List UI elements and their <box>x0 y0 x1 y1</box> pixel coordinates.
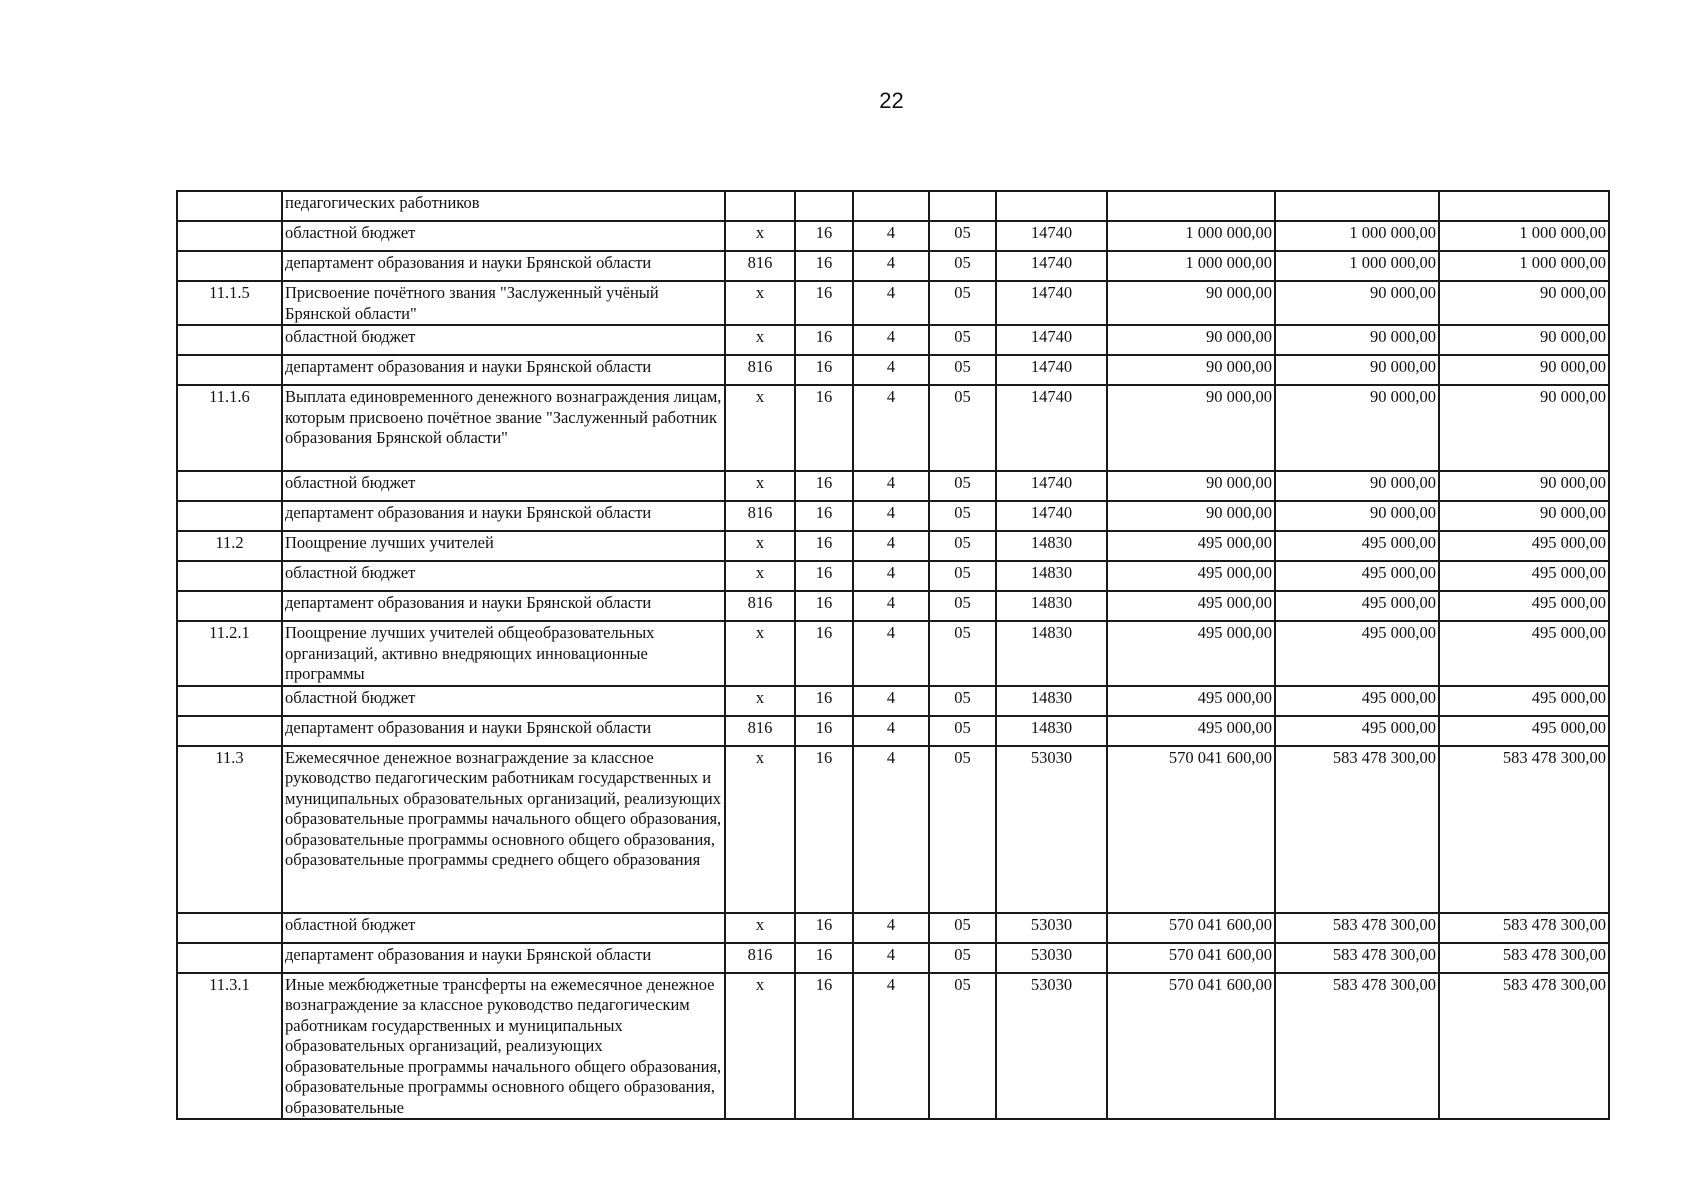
direction-code: 14740 <box>996 355 1107 385</box>
row-number <box>177 355 282 385</box>
amount-year-2: 583 478 300,00 <box>1275 746 1439 913</box>
amount-year-3: 1 000 000,00 <box>1439 251 1609 281</box>
row-name: департамент образования и науки Брянской области <box>282 591 725 621</box>
amount-year-3: 90 000,00 <box>1439 385 1609 471</box>
amount-year-2: 90 000,00 <box>1275 281 1439 325</box>
amount-year-1: 570 041 600,00 <box>1107 913 1275 943</box>
table-row <box>177 591 1609 621</box>
subprogram-code: 05 <box>929 385 996 471</box>
section-code: 16 <box>795 281 853 325</box>
amount-year-1: 495 000,00 <box>1107 686 1275 716</box>
program-code: 4 <box>853 385 929 471</box>
section-code: 16 <box>795 221 853 251</box>
row-number: 11.1.5 <box>177 281 282 325</box>
row-number <box>177 686 282 716</box>
program-code: 4 <box>853 501 929 531</box>
row-name: Ежемесячное денежное вознаграждение за классное руководство педагогическим работникам государственных и муниципальных образовательных организаций, реализующих образовательные программы начального общего образования, образовательные программы основного общего образования, образовательные программы среднего общего образования <box>282 746 725 913</box>
section-code <box>795 191 853 221</box>
program-code: 4 <box>853 686 929 716</box>
section-code: 16 <box>795 561 853 591</box>
amount-year-1: 495 000,00 <box>1107 621 1275 686</box>
subprogram-code: 05 <box>929 621 996 686</box>
amount-year-1: 495 000,00 <box>1107 531 1275 561</box>
direction-code: 14740 <box>996 281 1107 325</box>
amount-year-1: 1 000 000,00 <box>1107 221 1275 251</box>
row-name: Присвоение почётного звания "Заслуженный учёный Брянской области" <box>282 281 725 325</box>
row-number: 11.2 <box>177 531 282 561</box>
amount-year-3: 90 000,00 <box>1439 325 1609 355</box>
row-name: Поощрение лучших учителей <box>282 531 725 561</box>
amount-year-3: 90 000,00 <box>1439 281 1609 325</box>
section-code: 16 <box>795 591 853 621</box>
amount-year-2: 1 000 000,00 <box>1275 221 1439 251</box>
section-code: 16 <box>795 251 853 281</box>
table-row <box>177 943 1609 973</box>
table-row <box>177 355 1609 385</box>
table-row <box>177 191 1609 221</box>
row-number <box>177 591 282 621</box>
direction-code: 14830 <box>996 561 1107 591</box>
direction-code: 14830 <box>996 531 1107 561</box>
program-code: 4 <box>853 251 929 281</box>
admin-code: х <box>725 621 795 686</box>
amount-year-3: 583 478 300,00 <box>1439 913 1609 943</box>
amount-year-3: 495 000,00 <box>1439 716 1609 746</box>
row-number <box>177 501 282 531</box>
amount-year-1: 495 000,00 <box>1107 561 1275 591</box>
direction-code: 14740 <box>996 385 1107 471</box>
direction-code: 14830 <box>996 716 1107 746</box>
table-row <box>177 251 1609 281</box>
row-name: Иные межбюджетные трансферты на ежемесячное денежное вознаграждение за классное руководство педагогическим работникам государственных и муниципальных образовательных организаций, реализующих образовательные программы начального общего образования, образовательные программы основного общего образования, образовательные <box>282 973 725 1120</box>
direction-code: 14740 <box>996 221 1107 251</box>
subprogram-code: 05 <box>929 221 996 251</box>
section-code: 16 <box>795 746 853 913</box>
amount-year-2: 495 000,00 <box>1275 716 1439 746</box>
admin-code: 816 <box>725 591 795 621</box>
row-number <box>177 716 282 746</box>
direction-code: 14740 <box>996 501 1107 531</box>
row-number <box>177 943 282 973</box>
budget-table <box>176 190 1610 1120</box>
amount-year-1: 90 000,00 <box>1107 501 1275 531</box>
subprogram-code: 05 <box>929 281 996 325</box>
amount-year-1: 495 000,00 <box>1107 591 1275 621</box>
row-number: 11.3.1 <box>177 973 282 1120</box>
amount-year-1: 570 041 600,00 <box>1107 746 1275 913</box>
table-row <box>177 973 1609 1120</box>
section-code: 16 <box>795 385 853 471</box>
row-number <box>177 561 282 591</box>
row-name: областной бюджет <box>282 221 725 251</box>
row-number: 11.1.6 <box>177 385 282 471</box>
amount-year-2: 583 478 300,00 <box>1275 943 1439 973</box>
program-code: 4 <box>853 591 929 621</box>
direction-code: 14830 <box>996 621 1107 686</box>
amount-year-3: 495 000,00 <box>1439 621 1609 686</box>
program-code: 4 <box>853 913 929 943</box>
section-code: 16 <box>795 531 853 561</box>
row-number: 11.2.1 <box>177 621 282 686</box>
row-name: педагогических работников <box>282 191 725 221</box>
row-name: областной бюджет <box>282 913 725 943</box>
program-code: 4 <box>853 531 929 561</box>
admin-code: 816 <box>725 943 795 973</box>
amount-year-2: 90 000,00 <box>1275 471 1439 501</box>
subprogram-code: 05 <box>929 716 996 746</box>
section-code: 16 <box>795 716 853 746</box>
amount-year-3: 90 000,00 <box>1439 471 1609 501</box>
table-row <box>177 561 1609 591</box>
row-name: Выплата единовременного денежного вознаграждения лицам, которым присвоено почётное звание "Заслуженный работник образования Брянской области" <box>282 385 725 471</box>
amount-year-3: 495 000,00 <box>1439 591 1609 621</box>
amount-year-2: 90 000,00 <box>1275 325 1439 355</box>
amount-year-3 <box>1439 191 1609 221</box>
section-code: 16 <box>795 325 853 355</box>
amount-year-2: 495 000,00 <box>1275 621 1439 686</box>
admin-code: х <box>725 746 795 913</box>
subprogram-code <box>929 191 996 221</box>
amount-year-3: 1 000 000,00 <box>1439 221 1609 251</box>
amount-year-2 <box>1275 191 1439 221</box>
amount-year-1: 90 000,00 <box>1107 325 1275 355</box>
program-code: 4 <box>853 355 929 385</box>
admin-code: 816 <box>725 355 795 385</box>
subprogram-code: 05 <box>929 746 996 913</box>
table-row <box>177 621 1609 686</box>
row-name: департамент образования и науки Брянской области <box>282 501 725 531</box>
row-name: областной бюджет <box>282 325 725 355</box>
admin-code: х <box>725 531 795 561</box>
direction-code <box>996 191 1107 221</box>
table-row <box>177 686 1609 716</box>
row-name: Поощрение лучших учителей общеобразовательных организаций, активно внедряющих инновационные программы <box>282 621 725 686</box>
amount-year-2: 495 000,00 <box>1275 591 1439 621</box>
section-code: 16 <box>795 501 853 531</box>
amount-year-3: 90 000,00 <box>1439 501 1609 531</box>
table-row <box>177 471 1609 501</box>
row-name: областной бюджет <box>282 471 725 501</box>
amount-year-3: 495 000,00 <box>1439 561 1609 591</box>
row-number <box>177 251 282 281</box>
table-row <box>177 746 1609 913</box>
program-code: 4 <box>853 281 929 325</box>
subprogram-code: 05 <box>929 591 996 621</box>
direction-code: 53030 <box>996 746 1107 913</box>
direction-code: 14830 <box>996 686 1107 716</box>
admin-code: х <box>725 913 795 943</box>
subprogram-code: 05 <box>929 325 996 355</box>
amount-year-3: 583 478 300,00 <box>1439 973 1609 1120</box>
row-number <box>177 191 282 221</box>
subprogram-code: 05 <box>929 471 996 501</box>
table-row <box>177 913 1609 943</box>
admin-code: х <box>725 325 795 355</box>
admin-code: х <box>725 221 795 251</box>
admin-code: х <box>725 686 795 716</box>
row-number <box>177 221 282 251</box>
row-number <box>177 471 282 501</box>
amount-year-1: 90 000,00 <box>1107 355 1275 385</box>
program-code: 4 <box>853 325 929 355</box>
program-code: 4 <box>853 221 929 251</box>
amount-year-2: 90 000,00 <box>1275 385 1439 471</box>
admin-code: х <box>725 973 795 1120</box>
admin-code: 816 <box>725 251 795 281</box>
amount-year-2: 1 000 000,00 <box>1275 251 1439 281</box>
amount-year-1: 495 000,00 <box>1107 716 1275 746</box>
table-row <box>177 325 1609 355</box>
row-name: департамент образования и науки Брянской области <box>282 355 725 385</box>
table-row <box>177 385 1609 471</box>
amount-year-3: 583 478 300,00 <box>1439 746 1609 913</box>
direction-code: 14740 <box>996 251 1107 281</box>
amount-year-2: 90 000,00 <box>1275 501 1439 531</box>
subprogram-code: 05 <box>929 561 996 591</box>
admin-code <box>725 191 795 221</box>
row-name: департамент образования и науки Брянской области <box>282 943 725 973</box>
amount-year-1: 570 041 600,00 <box>1107 943 1275 973</box>
amount-year-1 <box>1107 191 1275 221</box>
program-code: 4 <box>853 471 929 501</box>
amount-year-2: 90 000,00 <box>1275 355 1439 385</box>
row-name: департамент образования и науки Брянской области <box>282 251 725 281</box>
program-code: 4 <box>853 943 929 973</box>
section-code: 16 <box>795 686 853 716</box>
table-row <box>177 716 1609 746</box>
direction-code: 14740 <box>996 325 1107 355</box>
section-code: 16 <box>795 355 853 385</box>
admin-code: х <box>725 561 795 591</box>
program-code: 4 <box>853 973 929 1120</box>
amount-year-1: 90 000,00 <box>1107 471 1275 501</box>
section-code: 16 <box>795 471 853 501</box>
amount-year-1: 90 000,00 <box>1107 281 1275 325</box>
amount-year-1: 570 041 600,00 <box>1107 973 1275 1120</box>
row-name: департамент образования и науки Брянской области <box>282 716 725 746</box>
amount-year-2: 495 000,00 <box>1275 561 1439 591</box>
admin-code: х <box>725 471 795 501</box>
subprogram-code: 05 <box>929 973 996 1120</box>
row-number <box>177 325 282 355</box>
amount-year-3: 583 478 300,00 <box>1439 943 1609 973</box>
table-row <box>177 501 1609 531</box>
subprogram-code: 05 <box>929 686 996 716</box>
amount-year-1: 1 000 000,00 <box>1107 251 1275 281</box>
table-row <box>177 531 1609 561</box>
program-code <box>853 191 929 221</box>
row-number: 11.3 <box>177 746 282 913</box>
subprogram-code: 05 <box>929 913 996 943</box>
amount-year-2: 495 000,00 <box>1275 686 1439 716</box>
program-code: 4 <box>853 621 929 686</box>
section-code: 16 <box>795 621 853 686</box>
row-number <box>177 913 282 943</box>
direction-code: 53030 <box>996 973 1107 1120</box>
section-code: 16 <box>795 973 853 1120</box>
row-name: областной бюджет <box>282 686 725 716</box>
program-code: 4 <box>853 561 929 591</box>
subprogram-code: 05 <box>929 355 996 385</box>
admin-code: х <box>725 385 795 471</box>
subprogram-code: 05 <box>929 251 996 281</box>
amount-year-2: 495 000,00 <box>1275 531 1439 561</box>
amount-year-2: 583 478 300,00 <box>1275 913 1439 943</box>
row-name: областной бюджет <box>282 561 725 591</box>
program-code: 4 <box>853 746 929 913</box>
admin-code: х <box>725 281 795 325</box>
direction-code: 14830 <box>996 591 1107 621</box>
subprogram-code: 05 <box>929 501 996 531</box>
page-number: 22 <box>879 88 904 113</box>
table-row <box>177 221 1609 251</box>
amount-year-3: 495 000,00 <box>1439 686 1609 716</box>
amount-year-1: 90 000,00 <box>1107 385 1275 471</box>
direction-code: 53030 <box>996 943 1107 973</box>
subprogram-code: 05 <box>929 531 996 561</box>
program-code: 4 <box>853 716 929 746</box>
section-code: 16 <box>795 943 853 973</box>
admin-code: 816 <box>725 716 795 746</box>
amount-year-3: 495 000,00 <box>1439 531 1609 561</box>
amount-year-3: 90 000,00 <box>1439 355 1609 385</box>
direction-code: 14740 <box>996 471 1107 501</box>
table-row <box>177 281 1609 325</box>
section-code: 16 <box>795 913 853 943</box>
amount-year-2: 583 478 300,00 <box>1275 973 1439 1120</box>
direction-code: 53030 <box>996 913 1107 943</box>
admin-code: 816 <box>725 501 795 531</box>
subprogram-code: 05 <box>929 943 996 973</box>
